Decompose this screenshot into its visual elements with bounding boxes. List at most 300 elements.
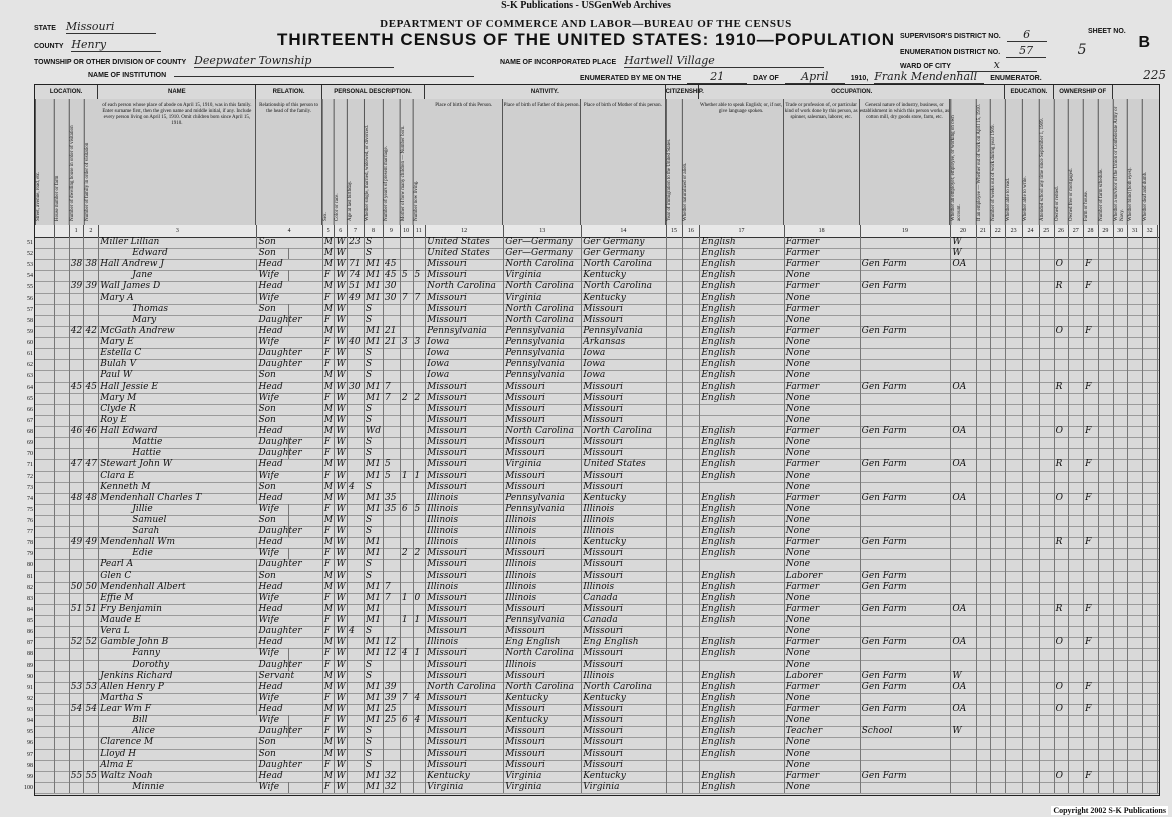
cell-free: [1068, 404, 1084, 415]
cell-lang: English: [699, 504, 784, 515]
cell-pob: Missouri: [425, 593, 504, 604]
cell-fsch: [1098, 315, 1114, 326]
cell-sex: M: [322, 415, 336, 426]
cell-sch: [1039, 604, 1055, 615]
cell-vet: [1113, 359, 1129, 370]
cell-street: [35, 293, 55, 304]
cell-read: [1005, 548, 1023, 559]
cell-street: [35, 693, 55, 704]
cell-write: [1022, 693, 1040, 704]
cell-yrs: [383, 537, 401, 548]
cell-sex: M: [322, 281, 336, 292]
cell-wks: [990, 715, 1006, 726]
cell-sch: [1039, 404, 1055, 415]
census-table: [24, 84, 1160, 796]
cell-street: [35, 437, 55, 448]
cell-house: [54, 682, 70, 693]
cell-name: McGath Andrew: [98, 326, 257, 337]
cell-read: [1005, 504, 1023, 515]
cell-rel: Servant: [256, 671, 322, 682]
cell-rel: Wife: [256, 471, 322, 482]
cell-trade: None: [784, 760, 861, 771]
line-number: 74: [27, 495, 33, 502]
enumeration-month: April: [785, 70, 845, 84]
cell-yrs: 21: [383, 326, 401, 337]
cell-pob: North Carolina: [425, 281, 504, 292]
cell-write: [1022, 515, 1040, 526]
cell-nat: [682, 248, 700, 259]
cell-sch: [1039, 337, 1055, 348]
cell-vet: [1113, 370, 1129, 381]
cell-fam: 54: [84, 704, 100, 715]
cell-free: [1068, 393, 1084, 404]
cell-name: Mary: [98, 315, 289, 326]
cell-pob: Missouri: [425, 760, 504, 771]
cell-own: [1054, 660, 1070, 671]
cell-fam: [84, 404, 100, 415]
cell-deaf: [1142, 704, 1158, 715]
cell-trade: None: [784, 526, 861, 537]
cell-farm: [1083, 548, 1099, 559]
cell-lang: English: [699, 248, 784, 259]
cell-read: [1005, 459, 1023, 470]
cell-oow: [976, 370, 992, 381]
cell-trade: Laborer: [784, 671, 861, 682]
cell-fob: Missouri: [503, 626, 582, 637]
cell-own: O: [1054, 637, 1070, 648]
cell-trade: None: [784, 437, 861, 448]
cell-read: [1005, 582, 1023, 593]
cell-trade: None: [784, 693, 861, 704]
cell-deaf: [1142, 437, 1158, 448]
cell-lang: English: [699, 304, 784, 315]
cell-trade: None: [784, 648, 861, 659]
cell-free: [1068, 637, 1084, 648]
cell-name: Clara E: [98, 471, 257, 482]
cell-trade: None: [784, 404, 861, 415]
cell-fsch: [1098, 248, 1114, 259]
cell-vet: [1113, 237, 1129, 248]
cell-blind: [1127, 471, 1143, 482]
sheet-letter: B: [1138, 34, 1150, 51]
cell-pob: Missouri: [425, 671, 504, 682]
cell-house: [54, 404, 70, 415]
cell-name: Jane: [98, 270, 289, 281]
cell-free: [1068, 471, 1084, 482]
cell-deaf: [1142, 248, 1158, 259]
cell-ms: S: [364, 737, 384, 748]
cell-own: [1054, 304, 1070, 315]
cell-sex: F: [322, 548, 336, 559]
cell-rel: Son: [256, 571, 322, 582]
cell-dw: 39: [69, 281, 85, 292]
cell-imm: [666, 237, 684, 248]
column-heading-vet: Whether a survivor of the Union or Confederate Army or Navy.: [1113, 99, 1128, 225]
cell-blind: [1127, 571, 1143, 582]
column-number: 29: [1098, 225, 1114, 237]
cell-free: [1068, 248, 1084, 259]
cell-age: 51: [347, 281, 365, 292]
cell-dw: [69, 548, 85, 559]
cell-fam: [84, 737, 100, 748]
cell-rel: Wife: [256, 548, 322, 559]
cell-house: [54, 782, 70, 793]
cell-mob: Missouri: [581, 726, 666, 737]
cell-pob: Missouri: [425, 437, 504, 448]
line-number: 51: [27, 240, 33, 246]
cell-emp: [950, 437, 976, 448]
cell-write: [1022, 726, 1040, 737]
census-title: THIRTEENTH CENSUS OF THE UNITED STATES: 1910—POPULATION: [277, 30, 895, 49]
cell-ind: [860, 304, 952, 315]
cell-deaf: [1142, 782, 1158, 793]
cell-wks: [990, 248, 1006, 259]
cell-fob: Virginia: [503, 270, 582, 281]
cell-street: [35, 559, 55, 570]
cell-dw: [69, 248, 85, 259]
cell-street: [35, 393, 55, 404]
cell-oow: [976, 404, 992, 415]
cell-write: [1022, 571, 1040, 582]
cell-free: [1068, 304, 1084, 315]
cell-wks: [990, 404, 1006, 415]
cell-imm: [666, 493, 684, 504]
cell-ind: [860, 760, 952, 771]
enumerator-name: Frank Mendenhall: [874, 70, 984, 84]
cell-yrs: [383, 248, 401, 259]
cell-blind: [1127, 304, 1143, 315]
cell-lang: English: [699, 782, 784, 793]
cell-nat: [682, 515, 700, 526]
cell-ind: [860, 348, 952, 359]
cell-deaf: [1142, 326, 1158, 337]
cell-sex: M: [322, 370, 336, 381]
cell-wks: [990, 737, 1006, 748]
cell-yrs: 21: [383, 337, 401, 348]
cell-sch: [1039, 726, 1055, 737]
cell-read: [1005, 726, 1023, 737]
cell-fsch: [1098, 337, 1114, 348]
cell-farm: [1083, 648, 1099, 659]
cell-mob: Missouri: [581, 304, 666, 315]
cell-ind: [860, 293, 952, 304]
cell-blind: [1127, 648, 1143, 659]
line-number: 77: [27, 529, 33, 536]
cell-imm: [666, 637, 684, 648]
cell-sex: F: [322, 471, 336, 482]
cell-lang: English: [699, 693, 784, 704]
cell-oow: [976, 682, 992, 693]
cell-nat: [682, 782, 700, 793]
department-heading: DEPARTMENT OF COMMERCE AND LABOR—BUREAU OF THE CENSUS: [380, 18, 792, 30]
cell-mob: Ger Germany: [581, 237, 666, 248]
cell-street: [35, 482, 55, 493]
column-number: 20: [950, 225, 976, 237]
cell-emp: [950, 715, 976, 726]
cell-name: Bill: [98, 715, 289, 726]
cell-mob: Illinois: [581, 526, 666, 537]
cell-fam: 51: [84, 604, 100, 615]
cell-liv: 1: [413, 471, 427, 482]
cell-fsch: [1098, 504, 1114, 515]
cell-lang: English: [699, 337, 784, 348]
cell-nat: [682, 582, 700, 593]
cell-fob: North Carolina: [503, 281, 582, 292]
cell-mob: North Carolina: [581, 426, 666, 437]
cell-emp: [950, 537, 976, 548]
line-number: 78: [27, 540, 33, 547]
cell-trade: Farmer: [784, 582, 861, 593]
cell-liv: [413, 515, 427, 526]
column-number: 16: [682, 225, 700, 237]
cell-house: [54, 626, 70, 637]
cell-trade: None: [784, 715, 861, 726]
cell-ind: [860, 471, 952, 482]
cell-vet: [1113, 593, 1129, 604]
cell-liv: [413, 737, 427, 748]
cell-fam: [84, 293, 100, 304]
cell-ms: M1: [364, 537, 384, 548]
cell-own: [1054, 293, 1070, 304]
cell-sex: M: [322, 426, 336, 437]
cell-deaf: [1142, 726, 1158, 737]
cell-street: [35, 537, 55, 548]
cell-mob: Virginia: [581, 782, 666, 793]
cell-house: [54, 259, 70, 270]
cell-oow: [976, 660, 992, 671]
column-heading-age: Age at last birthday.: [347, 99, 364, 225]
cell-pob: Missouri: [425, 259, 504, 270]
cell-sch: [1039, 782, 1055, 793]
cell-mob: Illinois: [581, 671, 666, 682]
cell-vet: [1113, 637, 1129, 648]
cell-deaf: [1142, 448, 1158, 459]
cell-vet: [1113, 248, 1129, 259]
cell-wks: [990, 504, 1006, 515]
cell-street: [35, 493, 55, 504]
cell-street: [35, 448, 55, 459]
cell-born: [400, 459, 414, 470]
cell-ind: [860, 359, 952, 370]
cell-free: [1068, 537, 1084, 548]
cell-pob: Missouri: [425, 559, 504, 570]
cell-sch: [1039, 359, 1055, 370]
cell-dw: [69, 593, 85, 604]
cell-deaf: [1142, 359, 1158, 370]
cell-emp: OA: [950, 426, 976, 437]
cell-read: [1005, 281, 1023, 292]
cell-deaf: [1142, 615, 1158, 626]
cell-age: [347, 326, 365, 337]
cell-liv: [413, 359, 427, 370]
cell-street: [35, 771, 55, 782]
cell-sex: M: [322, 682, 336, 693]
cell-dw: 49: [69, 537, 85, 548]
cell-yrs: [383, 737, 401, 748]
cell-fob: Eng English: [503, 637, 582, 648]
county-field: COUNTY Henry: [34, 38, 161, 52]
cell-wks: [990, 471, 1006, 482]
cell-vet: [1113, 626, 1129, 637]
cell-fam: [84, 304, 100, 315]
cell-age: 49: [347, 293, 365, 304]
cell-nat: [682, 771, 700, 782]
cell-liv: [413, 248, 427, 259]
cell-fsch: [1098, 293, 1114, 304]
cell-lang: English: [699, 515, 784, 526]
cell-name: Mary E: [98, 337, 257, 348]
cell-imm: [666, 504, 684, 515]
cell-own: [1054, 482, 1070, 493]
cell-farm: [1083, 237, 1099, 248]
cell-house: [54, 648, 70, 659]
cell-rel: Daughter: [256, 359, 322, 370]
cell-liv: [413, 726, 427, 737]
cell-ms: S: [364, 749, 384, 760]
cell-fsch: [1098, 671, 1114, 682]
cell-yrs: [383, 604, 401, 615]
cell-fsch: [1098, 704, 1114, 715]
cell-emp: [950, 270, 976, 281]
cell-deaf: [1142, 348, 1158, 359]
cell-trade: None: [784, 448, 861, 459]
cell-farm: F: [1083, 281, 1099, 292]
cell-wks: [990, 326, 1006, 337]
column-number: 30: [1113, 225, 1129, 237]
cell-deaf: [1142, 404, 1158, 415]
cell-mob: Missouri: [581, 737, 666, 748]
cell-oow: [976, 571, 992, 582]
cell-street: [35, 615, 55, 626]
cell-emp: [950, 293, 976, 304]
cell-lang: English: [699, 459, 784, 470]
cell-deaf: [1142, 337, 1158, 348]
cell-lang: English: [699, 582, 784, 593]
cell-free: [1068, 760, 1084, 771]
cell-pob: Missouri: [425, 293, 504, 304]
cell-pob: Virginia: [425, 782, 504, 793]
cell-emp: [950, 737, 976, 748]
cell-race: W: [334, 248, 348, 259]
cell-ms: S: [364, 482, 384, 493]
cell-sex: F: [322, 315, 336, 326]
cell-oow: [976, 293, 992, 304]
column-number: 7: [347, 225, 365, 237]
cell-blind: [1127, 626, 1143, 637]
cell-age: [347, 304, 365, 315]
cell-vet: [1113, 604, 1129, 615]
cell-lang: English: [699, 315, 784, 326]
cell-farm: [1083, 715, 1099, 726]
cell-sch: [1039, 771, 1055, 782]
line-number: 95: [27, 729, 33, 736]
cell-yrs: [383, 760, 401, 771]
cell-ind: Gen Farm: [860, 382, 952, 393]
cell-nat: [682, 281, 700, 292]
cell-oow: [976, 504, 992, 515]
cell-blind: [1127, 704, 1143, 715]
cell-wks: [990, 393, 1006, 404]
cell-sch: [1039, 426, 1055, 437]
cell-fsch: [1098, 237, 1114, 248]
cell-blind: [1127, 582, 1143, 593]
cell-age: [347, 359, 365, 370]
cell-deaf: [1142, 304, 1158, 315]
cell-read: [1005, 693, 1023, 704]
cell-street: [35, 326, 55, 337]
cell-ms: S: [364, 760, 384, 771]
cell-nat: [682, 660, 700, 671]
cell-pob: Missouri: [425, 749, 504, 760]
cell-mob: Missouri: [581, 749, 666, 760]
cell-name: Glen C: [98, 571, 257, 582]
cell-mob: Missouri: [581, 548, 666, 559]
cell-imm: [666, 437, 684, 448]
cell-oow: [976, 637, 992, 648]
cell-yrs: [383, 660, 401, 671]
cell-yrs: 7: [383, 593, 401, 604]
cell-nat: [682, 482, 700, 493]
cell-sch: [1039, 671, 1055, 682]
column-heading-farm: Farm or house.: [1083, 99, 1098, 225]
cell-trade: Farmer: [784, 304, 861, 315]
cell-sex: M: [322, 326, 336, 337]
cell-blind: [1127, 671, 1143, 682]
column-number: 1: [69, 225, 85, 237]
cell-yrs: 39: [383, 682, 401, 693]
cell-read: [1005, 626, 1023, 637]
cell-sex: M: [322, 771, 336, 782]
cell-emp: [950, 593, 976, 604]
line-number: 56: [27, 295, 33, 302]
cell-pob: Missouri: [425, 415, 504, 426]
cell-write: [1022, 737, 1040, 748]
cell-name: Thomas: [98, 304, 289, 315]
cell-nat: [682, 559, 700, 570]
column-heading-trade: Trade or profession of, or particular kind of work done by this person, as spinner, salesman, laborer, etc.: [784, 99, 860, 225]
cell-rel: Son: [256, 749, 322, 760]
cell-mob: Missouri: [581, 704, 666, 715]
cell-ms: S: [364, 315, 384, 326]
cell-emp: [950, 370, 976, 381]
cell-trade: Farmer: [784, 604, 861, 615]
cell-read: [1005, 660, 1023, 671]
cell-liv: 4: [413, 693, 427, 704]
cell-fsch: [1098, 682, 1114, 693]
cell-pob: United States: [425, 237, 504, 248]
cell-race: W: [334, 704, 348, 715]
cell-name: Stewart John W: [98, 459, 257, 470]
cell-pob: Missouri: [425, 426, 504, 437]
cell-sex: F: [322, 293, 336, 304]
cell-liv: [413, 370, 427, 381]
cell-nat: [682, 426, 700, 437]
cell-vet: [1113, 504, 1129, 515]
cell-emp: [950, 393, 976, 404]
cell-emp: [950, 415, 976, 426]
state-field: STATE Missouri: [34, 20, 156, 34]
cell-trade: None: [784, 471, 861, 482]
cell-fam: [84, 559, 100, 570]
column-number: 17: [699, 225, 784, 237]
cell-write: [1022, 615, 1040, 626]
cell-oow: [976, 704, 992, 715]
cell-sch: [1039, 682, 1055, 693]
cell-write: [1022, 548, 1040, 559]
cell-street: [35, 582, 55, 593]
cell-read: [1005, 348, 1023, 359]
cell-nat: [682, 571, 700, 582]
